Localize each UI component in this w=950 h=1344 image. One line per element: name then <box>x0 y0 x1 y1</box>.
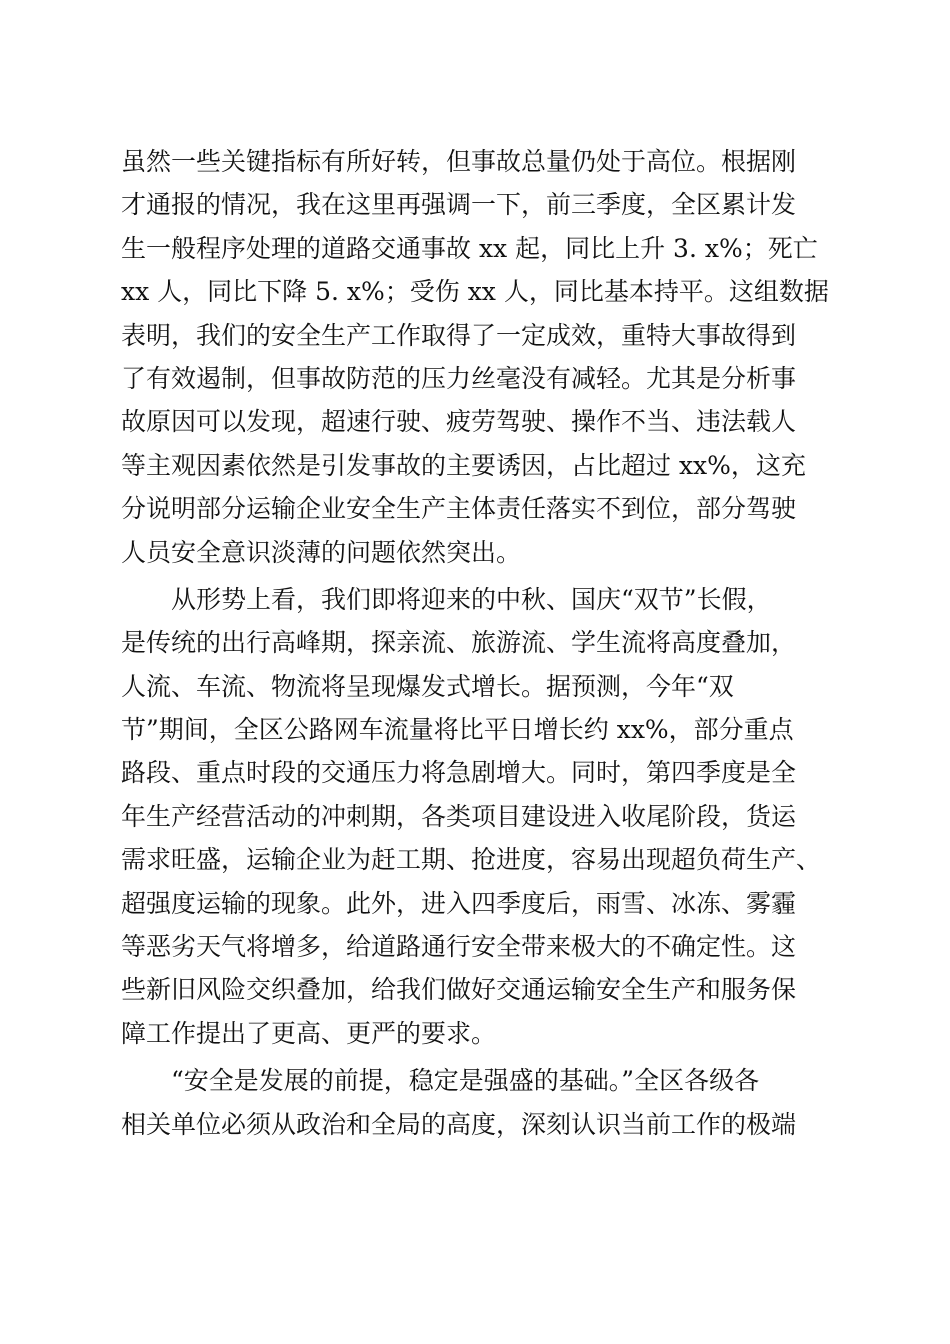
text-line: 故原因可以发现，超速行驶、疲劳驾驶、操作不当、违法载人 <box>121 407 797 437</box>
text-line: 年生产经营活动的冲刺期，各类项目建设进入收尾阶段，货运 <box>121 801 797 831</box>
text-line: 虽然一些关键指标有所好转，但事故总量仍处于高位。根据刚 <box>121 147 797 176</box>
text-line: 表明，我们的安全生产工作取得了一定成效，重特大事故得到 <box>121 320 797 350</box>
text-line: 才通报的情况，我在这里再强调一下，前三季度，全区累计发 <box>121 190 797 220</box>
text-line: 人流、车流、物流将呈现爆发式增长。据预测，今年“双 <box>121 671 734 701</box>
text-line: 等恶劣天气将增多，给道路通行安全带来极大的不确定性。这 <box>121 932 797 962</box>
text-line: 需求旺盛，运输企业为赶工期、抢进度，容易出现超负荷生产、 <box>121 845 822 875</box>
text-line: 等主观因素依然是引发事故的主要诱因，占比超过 xx%，这充 <box>121 450 806 480</box>
paragraph-holiday-situation <box>121 578 831 1055</box>
text-line: 超强度运输的现象。此外，进入四季度后，雨雪、冰冻、雾霾 <box>121 888 797 918</box>
text-line: 分说明部分运输企业安全生产主体责任落实不到位，部分驾驶 <box>121 494 797 524</box>
text-line: 相关单位必须从政治和全局的高度，深刻认识当前工作的极端 <box>121 1109 797 1139</box>
text-line-first-indented: 从形势上看，我们即将迎来的中秋、国庆“双节”长假， <box>171 584 772 614</box>
text-line: 了有效遏制，但事故防范的压力丝毫没有减轻。尤其是分析事 <box>121 363 797 393</box>
text-line: 路段、重点时段的交通压力将急剧增大。同时，第四季度是全 <box>121 758 797 788</box>
text-line: 生一般程序处理的道路交通事故 xx 起，同比上升 3. x%；死亡 <box>121 233 818 263</box>
paragraph-situation-statistics <box>121 140 831 574</box>
text-line: 节”期间，全区公路网车流量将比平日增长约 xx%，部分重点 <box>121 715 794 745</box>
text-line: 是传统的出行高峰期，探亲流、旅游流、学生流将高度叠加， <box>121 628 797 658</box>
text-line: xx 人，同比下降 5. x%；受伤 xx 人，同比基本持平。这组数据 <box>121 277 829 307</box>
document-body <box>121 140 831 1146</box>
text-line: 人员安全意识淡薄的问题依然突出。 <box>121 537 522 567</box>
text-line: 障工作提出了更高、更严的要求。 <box>121 1018 497 1048</box>
text-line: 些新旧风险交织叠加，给我们做好交通运输安全生产和服务保 <box>121 975 797 1005</box>
paragraph-safety-importance <box>121 1059 831 1146</box>
text-line-first-indented: “安全是发展的前提，稳定是强盛的基础。”全区各级各 <box>171 1066 760 1096</box>
